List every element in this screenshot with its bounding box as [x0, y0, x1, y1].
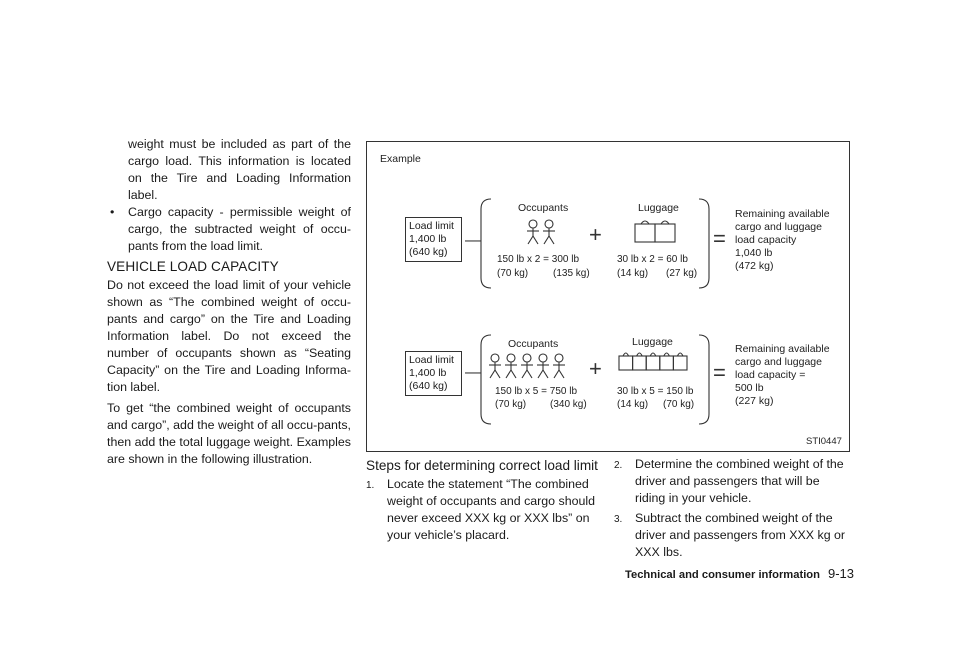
load-limit-line: (640 kg) — [409, 246, 448, 258]
luggage-kg-right: (70 kg) — [663, 399, 695, 410]
remaining-line: load capacity — [735, 234, 797, 246]
step-3 — [614, 510, 852, 561]
figure-code: STI0447 — [806, 436, 842, 447]
minus-symbol: — — [465, 232, 481, 249]
load-limit-line: 1,400 lb — [409, 367, 447, 379]
right-bracket-2 — [699, 335, 709, 424]
load-limit-line: Load limit — [409, 220, 454, 232]
luggage-boxes-row-2 — [619, 353, 687, 370]
page-number: 9-13 — [827, 566, 854, 581]
occupant-kg-right: (135 kg) — [553, 268, 590, 279]
remaining-line: cargo and luggage — [735, 221, 822, 233]
section-heading: VEHICLE LOAD CAPACITY — [107, 259, 279, 274]
plus-symbol: + — [589, 356, 602, 381]
cargo-capacity-bullet — [107, 204, 351, 255]
luggage-icon — [619, 353, 687, 370]
remaining-capacity-1 — [735, 208, 830, 273]
load-limit-line: 1,400 lb — [409, 233, 447, 245]
bullet-icon: • — [110, 205, 115, 219]
steps-heading: Steps for determining correct load limit — [366, 458, 598, 473]
occupant-figures-row-1 — [527, 220, 555, 244]
left-bracket-2 — [481, 335, 491, 424]
step-number: 2. — [614, 460, 623, 471]
page-footer — [614, 566, 854, 581]
occupant-kg-left: (70 kg) — [495, 399, 527, 410]
person-icon — [543, 220, 555, 244]
left-column — [107, 136, 351, 468]
person-icon — [527, 220, 539, 244]
luggage-kg-left: (14 kg) — [617, 399, 649, 410]
bullet-text: Cargo capacity - permissible weight of cargo, the subtracted weight of occu-pants from the load limit. — [128, 205, 351, 253]
person-icon — [521, 354, 533, 378]
load-limit-line: (640 kg) — [409, 380, 448, 392]
equals-symbol: = — [713, 360, 726, 385]
left-bracket-1 — [481, 199, 491, 288]
step-1 — [366, 476, 602, 544]
occupant-figures-row-2 — [489, 354, 565, 378]
combined-weight-paragraph: To get “the combined weight of occupants and cargo”, add the weight of all occu-pants, then add the total luggage weight. Examples are shown in the following illustration. — [107, 401, 351, 466]
load-capacity-paragraph: Do not exceed the load limit of your vehicle shown as “The combined weight of occu-pants and cargo” on the Tire and Loading Information label. Do not exceed the number of occupants shown as “Seating Capacity” on the Tire and Loading Informa-tion label. — [107, 278, 351, 394]
remaining-line: 500 lb — [735, 382, 764, 394]
luggage-calculation: 30 lb x 2 = 60 lb — [617, 254, 688, 265]
occupant-kg-left: (70 kg) — [497, 268, 529, 279]
remaining-line: (227 kg) — [735, 395, 774, 407]
remaining-line: Remaining available — [735, 208, 830, 220]
continuation-paragraph: weight must be included as part of the cargo load. This information is located on the Tire and Loading Information label. — [128, 137, 351, 202]
step-2 — [614, 456, 852, 507]
occupants-label: Occupants — [518, 202, 569, 214]
step-text: Subtract the combined weight of the driver and passengers from XXX kg or XXX lbs. — [635, 511, 846, 559]
load-limit-line: Load limit — [409, 354, 454, 366]
remaining-line: Remaining available — [735, 343, 830, 355]
remaining-line: load capacity = — [735, 369, 806, 381]
remaining-line: cargo and luggage — [735, 356, 822, 368]
luggage-kg-left: (14 kg) — [617, 268, 649, 279]
footer-title: Technical and consumer information — [624, 569, 820, 581]
luggage-label: Luggage — [638, 202, 679, 214]
load-limit-box-1 — [405, 217, 462, 262]
person-icon — [553, 354, 565, 378]
luggage-label: Luggage — [632, 336, 673, 348]
occupant-calculation: 150 lb x 2 = 300 lb — [497, 254, 580, 265]
step-number: 3. — [614, 514, 623, 525]
luggage-kg-right: (27 kg) — [666, 268, 698, 279]
minus-symbol: — — [465, 364, 481, 381]
luggage-calculation: 30 lb x 5 = 150 lb — [617, 386, 694, 397]
remaining-line: 1,040 lb — [735, 247, 773, 259]
person-icon — [537, 354, 549, 378]
remaining-capacity-2 — [735, 343, 830, 408]
right-bracket-1 — [699, 199, 709, 288]
person-icon — [505, 354, 517, 378]
occupant-calculation: 150 lb x 5 = 750 lb — [495, 386, 578, 397]
load-example-figure — [366, 141, 850, 452]
step-number: 1. — [366, 480, 375, 491]
step-text: Determine the combined weight of the driver and passengers that will be riding in your vehicle. — [635, 457, 844, 505]
occupants-label: Occupants — [508, 338, 559, 350]
load-limit-box-2 — [405, 351, 462, 396]
occupant-kg-right: (340 kg) — [550, 399, 587, 410]
luggage-boxes-row-1 — [635, 221, 675, 242]
equals-symbol: = — [713, 226, 726, 251]
example-label: Example — [380, 153, 421, 165]
person-icon — [489, 354, 501, 378]
step-text: Locate the statement “The combined weight of occupants and cargo should never exceed XXX kg or XXX lbs” on your vehicle’s placard. — [387, 477, 596, 542]
remaining-line: (472 kg) — [735, 260, 774, 272]
luggage-icon — [635, 221, 675, 242]
plus-symbol: + — [589, 222, 602, 247]
